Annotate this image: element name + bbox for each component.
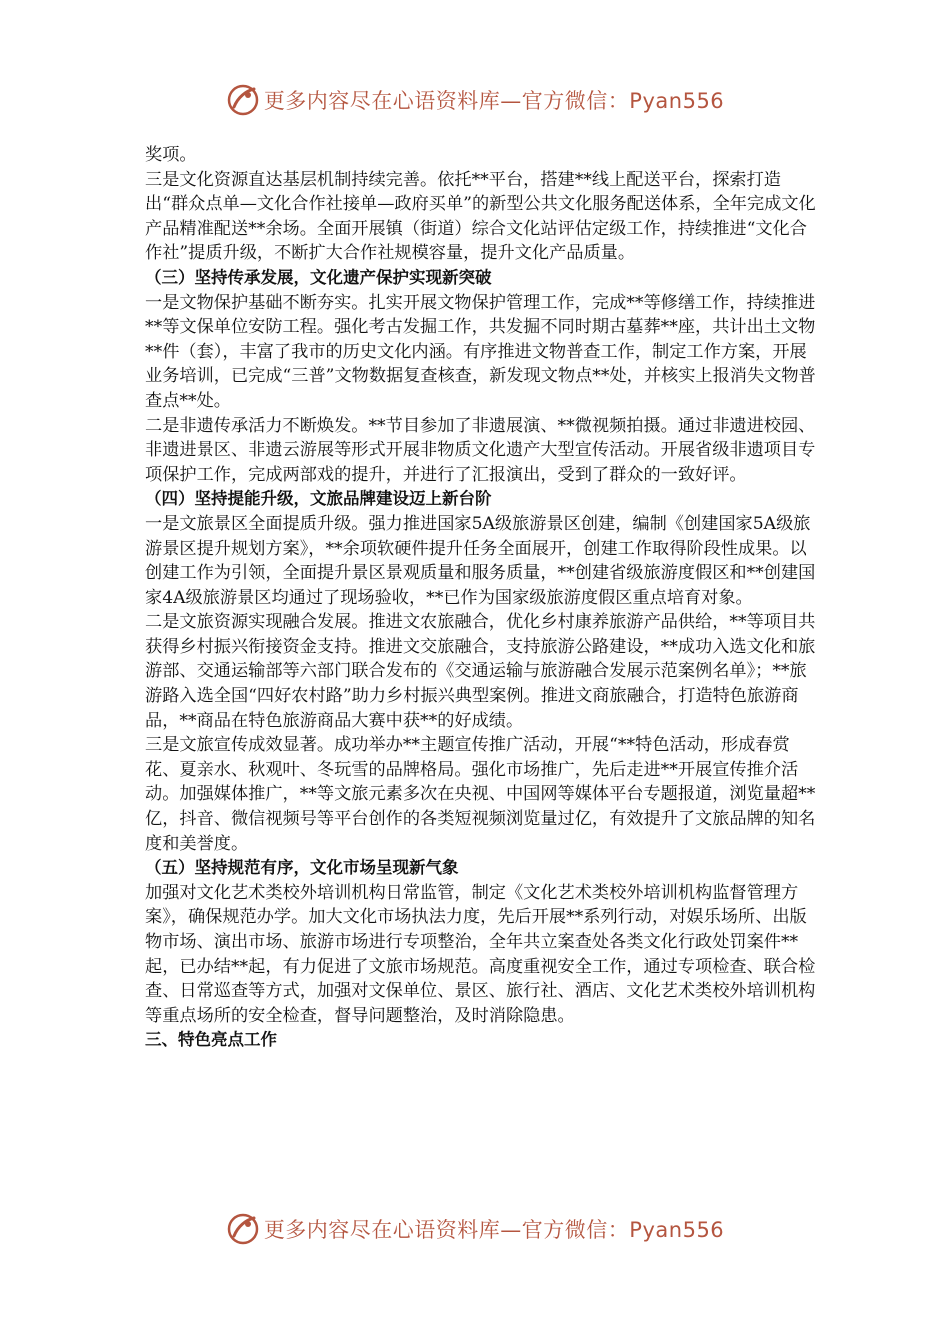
banner-text: 更多内容尽在心语资料库—官方微信：Pyan556 — [263, 89, 725, 113]
paragraph: 二是非遗传承活力不断焕发。**节目参加了非遗展演、**微视频拍摄。通过非遗进校园、非遗进景区、非遗云游展等形式开展非物质文化遗产大型宣传活动。开展省级非遗项目专项保护工作，完成两部戏的提升，并进行了汇报演出，受到了群众的一致好评。 — [145, 415, 816, 485]
paragraph: 三是文化资源直达基层机制持续完善。依托**平台，搭建**线上配送平台，探索打造出“群众点单—文化合作社接单—政府买单”的新型公共文化服务配送体系，全年完成文化产品精准配送**余场。全面开展镇（街道）综合文化站评估定级工作，持续推进“文化合作社”提质升级，不断扩大合作社规模容量，提升文化产品质量。 — [145, 169, 816, 264]
section-heading: （四）坚持提能升级，文旅品牌建设迈上新台阶 — [145, 489, 492, 509]
paragraph: 奖项。 — [145, 145, 197, 165]
section-heading: 三、特色亮点工作 — [145, 1030, 277, 1050]
paragraph: 一是文物保护基础不断夯实。扎实开展文物保护管理工作，完成**等修缮工作，持续推进**等文保单位安防工程。强化考古发掘工作，共发掘不同时期古墓葬**座，共计出土文物**件（套），丰富了我市的历史文化内涵。有序推进文物普查工作，制定工作方案，开展业务培训，已完成“三普”文物数据复查核查，新发现文物点**处，并核实上报消失文物普查点**处。 — [145, 292, 816, 411]
ink-brush-logo-icon — [226, 1212, 260, 1246]
document-body — [145, 143, 817, 1053]
paragraph: 一是文旅景区全面提质升级。强力推进国家5A级旅游景区创建，编制《创建国家5A级旅游景区提升规划方案》，**余项软硬件提升任务全面展开，创建工作取得阶段性成果。以创建工作为引领，全面提升景区景观质量和服务质量，**创建省级旅游度假区和**创建国家4A级旅游景区均通过了现场验收，**已作为国家级旅游度假区重点培育对象。 — [145, 513, 816, 608]
paragraph: 加强对文化艺术类校外培训机构日常监管，制定《文化艺术类校外培训机构监督管理方案》，确保规范办学。加大文化市场执法力度，先后开展**系列行动，对娱乐场所、出版物市场、演出市场、旅游市场进行专项整治，全年共立案查处各类文化行政处罚案件**起，已办结**起，有力促进了文旅市场规范。高度重视安全工作，通过专项检查、联合检查、日常巡查等方式，加强对文保单位、景区、旅行社、酒店、文化艺术类校外培训机构等重点场所的安全检查，督导问题整治，及时消除隐患。 — [145, 882, 816, 1026]
footer-banner — [0, 1209, 950, 1249]
paragraph: 二是文旅资源实现融合发展。推进文农旅融合，优化乡村康养旅游产品供给，**等项目共获得乡村振兴衔接资金支持。推进文交旅融合，支持旅游公路建设，**成功入选文化和旅游部、交通运输部等六部门联合发布的《交通运输与旅游融合发展示范案例名单》；**旅游路入选全国“四好农村路”助力乡村振兴典型案例。推进文商旅融合，打造特色旅游商品，**商品在特色旅游商品大赛中获**的好成绩。 — [145, 612, 816, 731]
paragraph: 三是文旅宣传成效显著。成功举办**主题宣传推广活动，开展“**特色活动，形成春赏花、夏亲水、秋观叶、冬玩雪的品牌格局。强化市场推广，先后走进**开展宣传推介活动。加强媒体推广，**等文旅元素多次在央视、中国网等媒体平台专题报道，浏览量超**亿，抖音、微信视频号等平台创作的各类短视频浏览量过亿，有效提升了文旅品牌的知名度和美誉度。 — [145, 735, 816, 854]
header-banner — [0, 80, 950, 120]
section-heading: （五）坚持规范有序，文化市场呈现新气象 — [145, 858, 459, 878]
banner-text: 更多内容尽在心语资料库—官方微信：Pyan556 — [263, 1218, 725, 1242]
ink-brush-logo-icon — [226, 83, 260, 117]
section-heading: （三）坚持传承发展，文化遗产保护实现新突破 — [145, 267, 492, 287]
